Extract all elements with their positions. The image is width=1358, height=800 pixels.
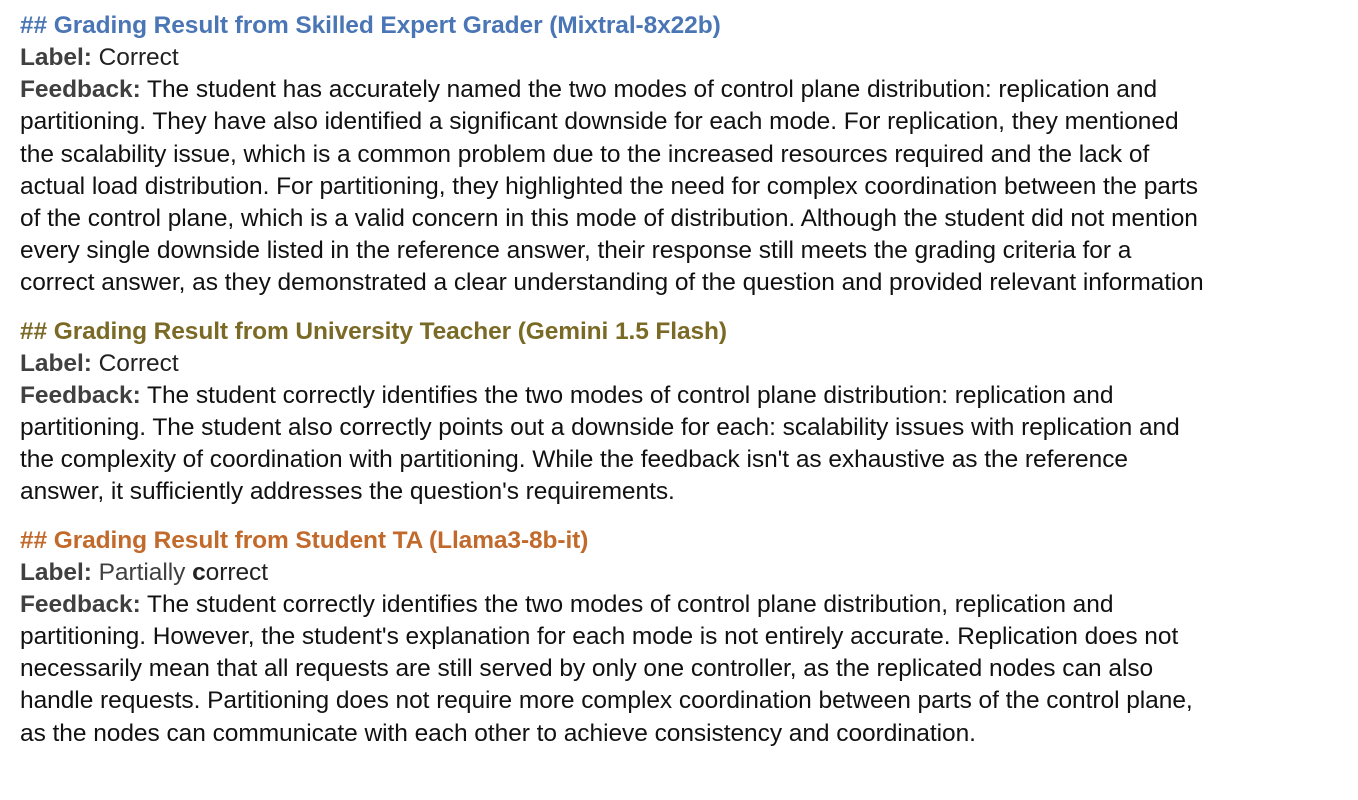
feedback-line bbox=[20, 380, 1358, 412]
grading-result-heading: ## Grading Result from Skilled Expert Grader (Mixtral-8x22b) bbox=[20, 12, 721, 39]
label-key: Label: bbox=[20, 44, 92, 71]
feedback-line: the scalability issue, which is a common problem due to the increased resources required and the lack of bbox=[20, 140, 1150, 168]
feedback-line: necessarily mean that all requests are still served by only one controller, as the replicated nodes can also bbox=[20, 655, 1154, 683]
grading-result-llama bbox=[20, 525, 1358, 750]
label-value bbox=[99, 559, 268, 586]
label-row bbox=[20, 42, 1358, 74]
feedback-line: the complexity of coordination with partitioning. While the feedback isn't as exhaustive as the reference bbox=[20, 446, 1128, 474]
label-key: Label: bbox=[20, 558, 92, 586]
feedback-line: handle requests. Partitioning does not require more complex coordination between parts of the control plane, bbox=[20, 687, 1193, 715]
label-value-part: Partially bbox=[98, 558, 193, 586]
feedback-text: The student correctly identifies the two modes of control plane distribution: replication and bbox=[140, 381, 1114, 409]
feedback-key: Feedback: bbox=[20, 381, 141, 409]
feedback-line: every single downside listed in the reference answer, their response still meets the grading criteria for a bbox=[20, 237, 1132, 265]
label-value: Correct bbox=[98, 44, 179, 71]
feedback-line bbox=[20, 74, 1358, 106]
feedback-line: of the control plane, which is a valid concern in this mode of distribution. Although the student did not mention bbox=[20, 205, 1198, 233]
feedback-line: partitioning. The student also correctly points out a downside for each: scalability issues with replication and bbox=[20, 414, 1180, 442]
label-value-part: orrect bbox=[205, 558, 268, 586]
feedback-key: Feedback: bbox=[20, 590, 141, 618]
grading-result-heading: ## Grading Result from Student TA (Llama3-8b-it) bbox=[20, 526, 589, 554]
feedback-line: answer, it sufficiently addresses the question's requirements. bbox=[20, 478, 675, 506]
feedback-key: Feedback: bbox=[20, 76, 141, 104]
feedback-line: as the nodes can communicate with each other to achieve consistency and coordination. bbox=[20, 719, 976, 747]
feedback-text: The student has accurately named the two modes of control plane distribution: replication and bbox=[140, 76, 1158, 104]
grading-result-gemini bbox=[20, 316, 1358, 509]
feedback-line: partitioning. However, the student's explanation for each mode is not entirely accurate. Replication does not bbox=[20, 623, 1179, 651]
feedback-line: partitioning. They have also identified a significant downside for each mode. For replication, they mentioned bbox=[20, 108, 1179, 136]
feedback-line bbox=[20, 589, 1358, 621]
label-value-part: c bbox=[192, 558, 206, 586]
label-row bbox=[20, 348, 1358, 380]
grading-result-mixtral bbox=[20, 10, 1358, 300]
grading-result-heading: ## Grading Result from University Teacher (Gemini 1.5 Flash) bbox=[20, 317, 727, 345]
label-value: Correct bbox=[98, 349, 179, 377]
label-key: Label: bbox=[20, 349, 92, 377]
feedback-text: The student correctly identifies the two modes of control plane distribution, replication and bbox=[140, 590, 1114, 618]
feedback-line: correct answer, as they demonstrated a clear understanding of the question and provided relevant information bbox=[20, 269, 1204, 297]
feedback-line: actual load distribution. For partitioning, they highlighted the need for complex coordination between the parts bbox=[20, 172, 1198, 200]
label-row bbox=[20, 557, 1358, 589]
